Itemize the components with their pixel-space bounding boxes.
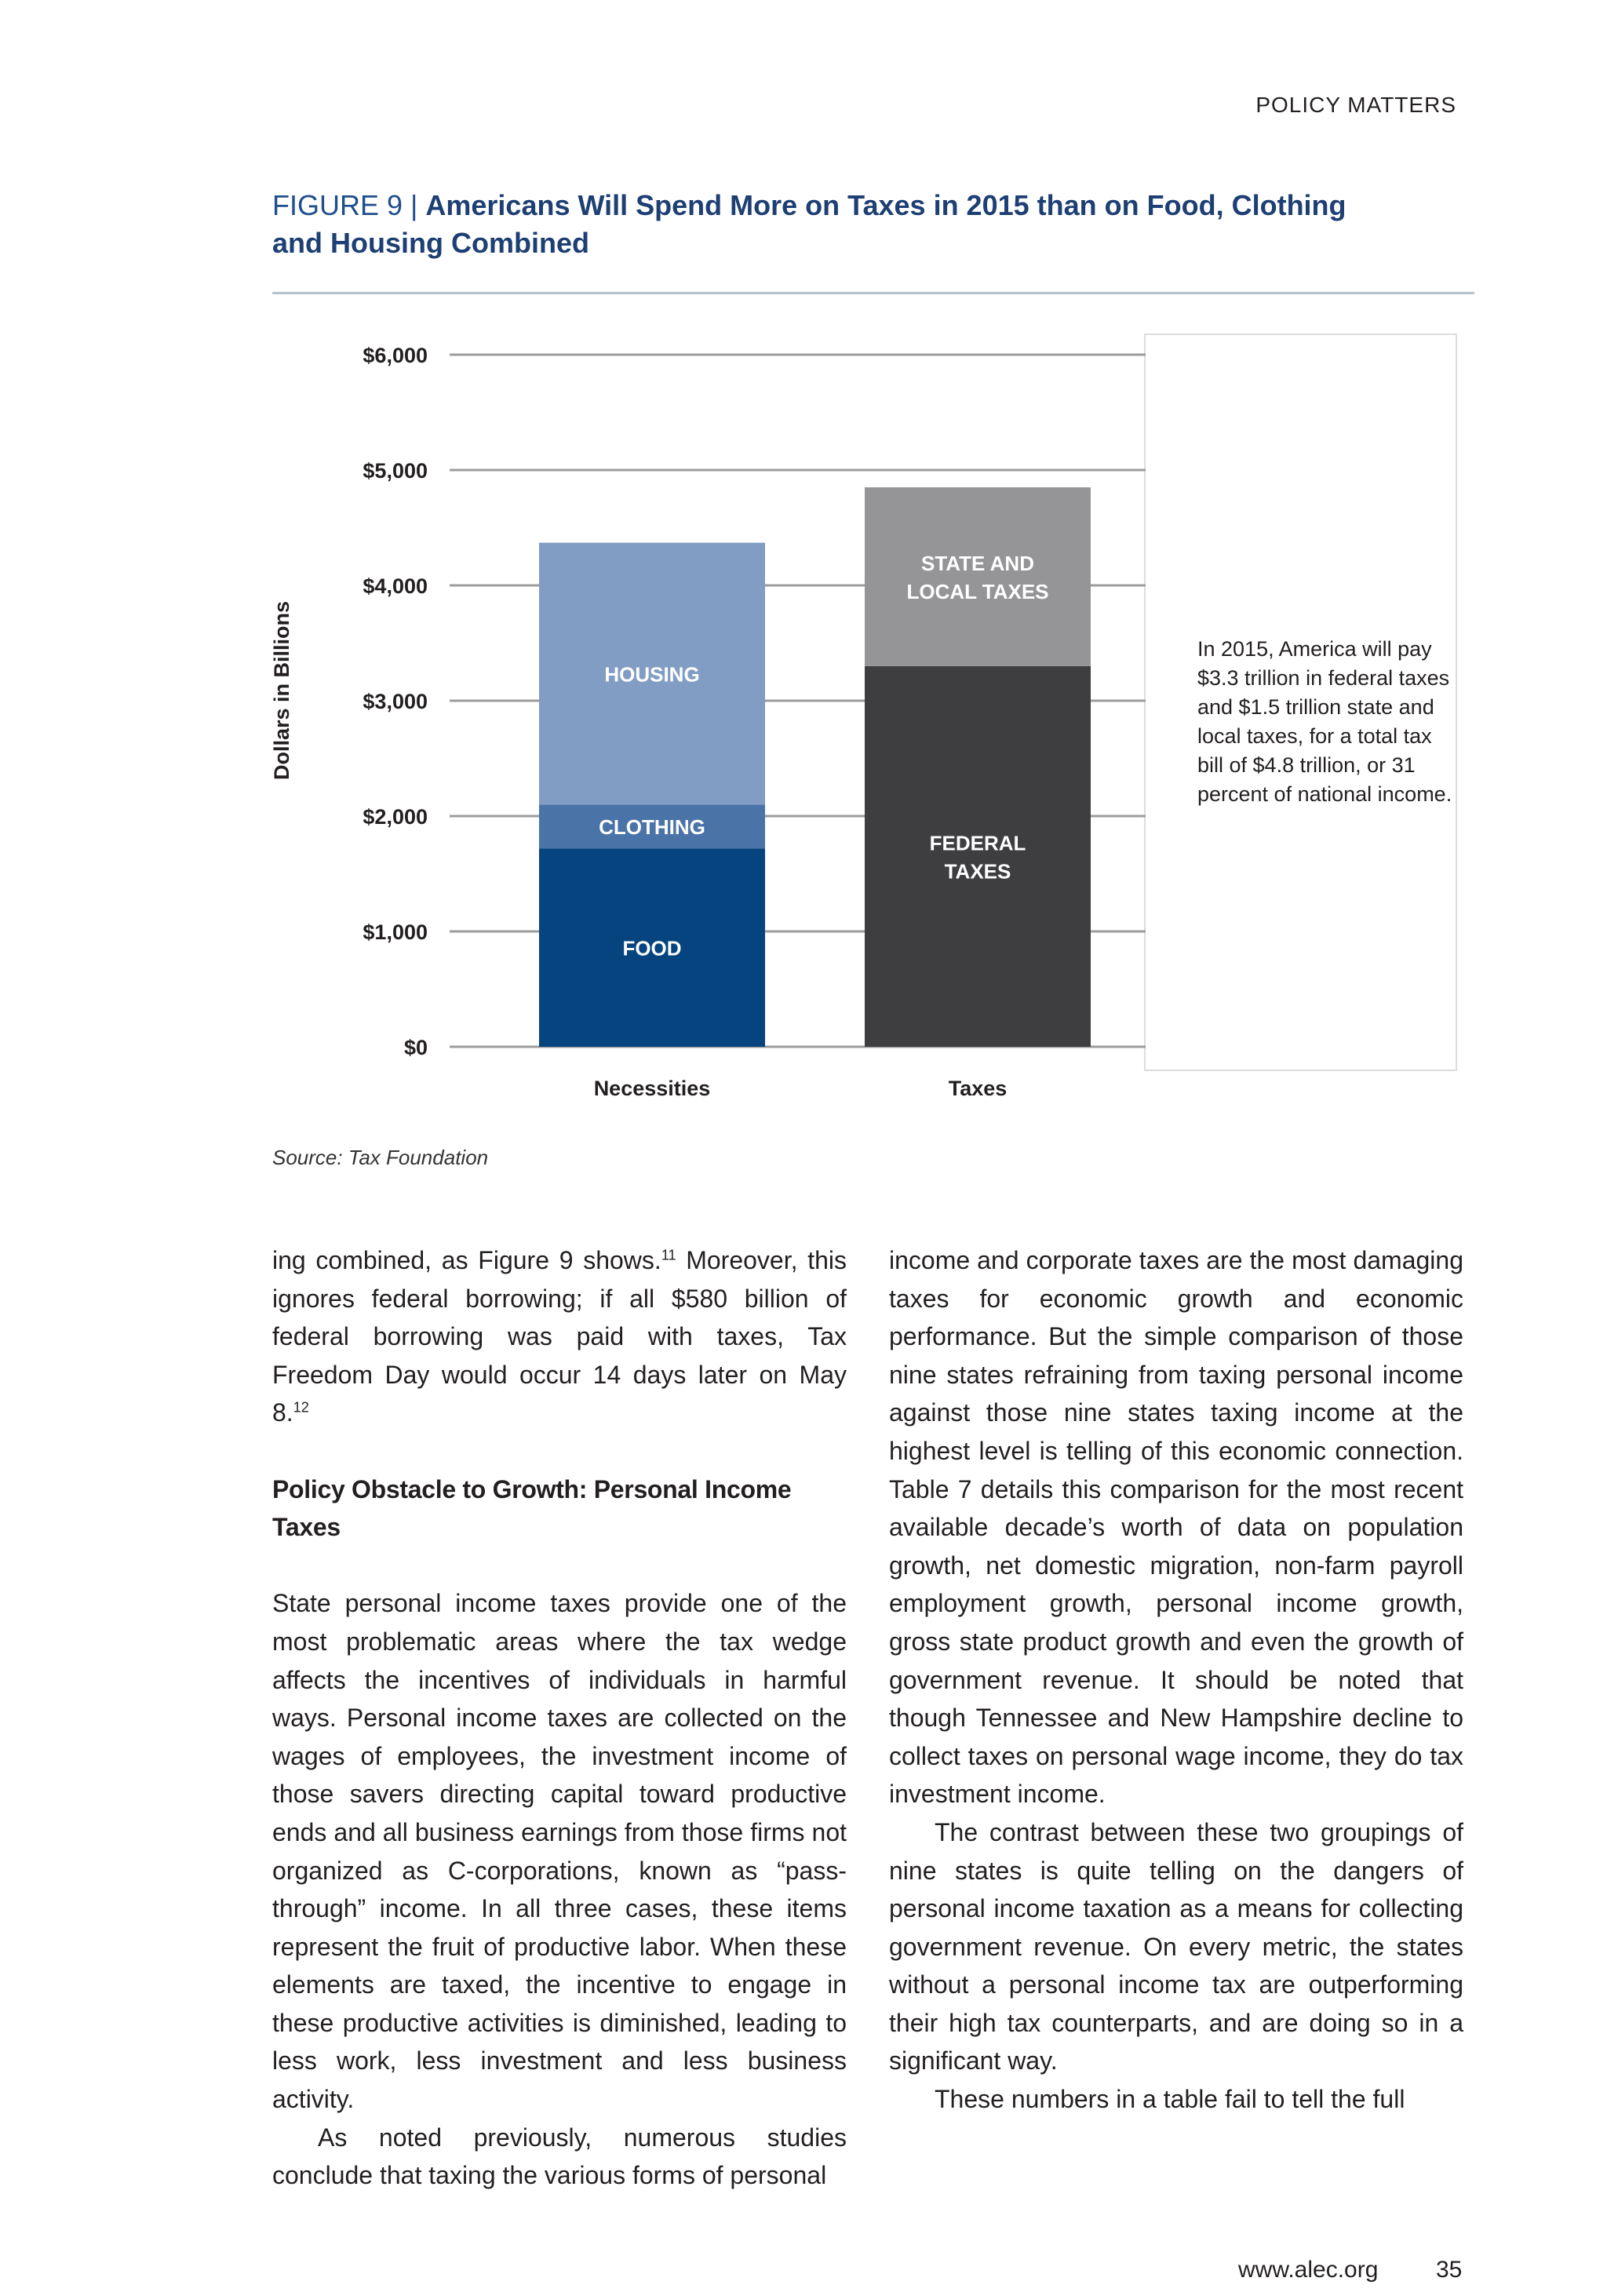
callout-text-line: and $1.5 trillion state and xyxy=(1197,695,1434,719)
y-tick-label: $1,000 xyxy=(363,920,428,944)
callout-text-line: local taxes, for a total tax xyxy=(1197,724,1432,748)
figure-divider xyxy=(272,292,1474,294)
y-tick-label: $4,000 xyxy=(363,574,428,598)
x-category-label: Necessities xyxy=(593,1077,711,1100)
section-heading: Policy Obstacle to Growth: Personal Income Taxes xyxy=(272,1474,792,1542)
callout-text-line: bill of $4.8 trillion, or 31 xyxy=(1197,753,1416,777)
y-tick-label: $5,000 xyxy=(363,459,428,483)
y-axis-label: Dollars in Billions xyxy=(270,600,293,781)
bar-segment xyxy=(865,487,1091,666)
footnote-ref[interactable]: 11 xyxy=(661,1247,676,1263)
y-tick-label: $2,000 xyxy=(363,805,428,829)
body-column-right xyxy=(889,1241,1463,2119)
footer-url[interactable]: www.alec.org xyxy=(1238,2257,1379,2283)
figure-title-line2: and Housing Combined xyxy=(272,227,589,259)
segment-label: TAXES xyxy=(944,859,1011,884)
paragraph: These numbers in a table fail to tell the full xyxy=(935,2085,1405,2114)
segment-label: CLOTHING xyxy=(599,815,705,840)
footnote-ref[interactable]: 12 xyxy=(293,1399,309,1416)
segment-label: STATE AND xyxy=(921,551,1034,575)
x-category-label: Taxes xyxy=(948,1077,1008,1100)
stacked-bar-chart xyxy=(267,314,1491,1130)
figure-title-line1: Americans Will Spend More on Taxes in 2015 than on Food, Clothing xyxy=(425,189,1346,221)
paragraph: State personal income taxes provide one of the most problematic areas where the tax wedge affects the incentives of individuals in harmful ways. Personal income taxes are collected on the wages of employees, the investment income of those savers directing capital toward productive ends and all business earnings from those firms not organized as C-corporations, known as “pass-through” income. In all three cases, these items represent the fruit of productive labor. When these elements are taxed, the incentive to engage in these productive activities is diminished, leading to less work, less investment and less business activity. xyxy=(272,1589,847,2114)
paragraph: As noted previously, numerous studies conclude that taxing the various forms of personal xyxy=(272,2123,847,2190)
body-column-left xyxy=(272,1241,847,2195)
y-tick-label: $3,000 xyxy=(363,690,428,713)
paragraph: The contrast between these two groupings of nine states is quite telling on the dangers of personal income taxation as a means for collecting government revenue. On every metric, the states without a personal income tax are outperforming their high tax counterparts, and are doing so in a significant way. xyxy=(889,1817,1463,2076)
callout-text-line: In 2015, America will pay xyxy=(1197,637,1432,661)
running-header: POLICY MATTERS xyxy=(1255,93,1456,117)
paragraph: ing combined, as Figure 9 shows.$^{11}$ Moreover, this ignores federal borrowing; if all $580 billion of federal borrowing was paid with taxes, Tax Freedom Day would occur 14 days later on May 8.12 xyxy=(272,1246,847,1427)
y-tick-label: $6,000 xyxy=(363,344,428,367)
paragraph: income and corporate taxes are the most damaging taxes for economic growth and economic performance. But the simple comparison of those nine states refraining from taxing personal income against those nine states taxing income at the highest level is telling of this economic connection. Table 7 details this comparison for the most recent available decade’s worth of data on population growth, net domestic migration, non-farm payroll employment growth, personal income growth, gross state product growth and even the growth of government revenue. It should be noted that though Tennessee and New Hampshire decline to collect taxes on personal wage income, they do tax investment income. xyxy=(889,1246,1463,1809)
figure-title xyxy=(272,187,1371,262)
bar-segment xyxy=(865,666,1091,1047)
figure-label: FIGURE 9 | xyxy=(272,189,426,221)
page-number: 35 xyxy=(1436,2257,1463,2283)
segment-label: FOOD xyxy=(622,936,682,960)
callout-text-line: percent of national income. xyxy=(1197,782,1452,806)
figure-source: Source: Tax Foundation xyxy=(272,1146,489,1169)
segment-label: LOCAL TAXES xyxy=(906,579,1049,603)
segment-label: HOUSING xyxy=(604,662,700,687)
segment-label: FEDERAL xyxy=(929,831,1026,855)
y-tick-label: $0 xyxy=(403,1036,428,1059)
callout-text-line: $3.3 trillion in federal taxes xyxy=(1197,666,1450,690)
